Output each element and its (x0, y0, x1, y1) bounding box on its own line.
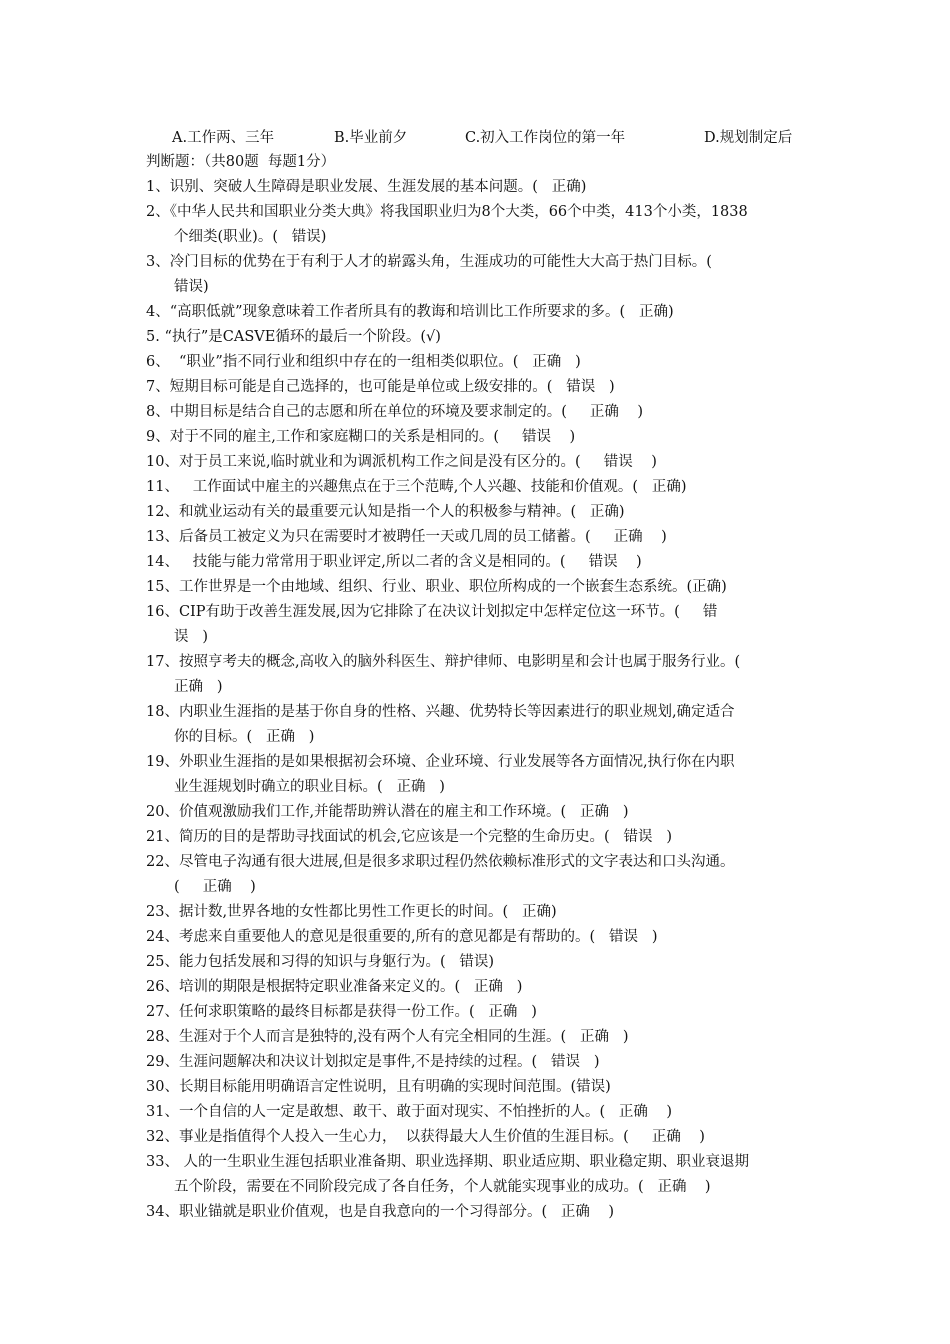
question-item (146, 1050, 826, 1075)
question-item (146, 250, 826, 300)
question-text-continuation: 你的目标。( 正确 ) (174, 729, 315, 745)
question-item (146, 1025, 826, 1050)
question-text: 26、培训的期限是根据特定职业准备来定义的。( 正确 ) (146, 979, 523, 995)
question-item (146, 1100, 826, 1125)
question-text: 3、冷门目标的优势在于有利于人才的崭露头角，生涯成功的可能性大大高于热门目标。( (146, 254, 712, 270)
question-text: 2、《中华人民共和国职业分类大典》将我国职业归为8个大类，66个中类，413个小类，1838 (146, 204, 748, 220)
question-item (146, 550, 826, 575)
question-item (146, 1150, 826, 1200)
question-item (146, 325, 826, 350)
question-item (146, 950, 826, 975)
question-item (146, 375, 826, 400)
question-text: 18、内职业生涯指的是基于你自身的性格、兴趣、优势特长等因素进行的职业规划,确定适合 (146, 704, 735, 720)
question-item (146, 1200, 826, 1225)
question-text-continuation: 错误) (174, 279, 209, 295)
question-text: 17、按照亨考夫的概念,高收入的脑外科医生、辩护律师、电影明星和会计也属于服务行业。( (146, 654, 741, 670)
option-b: B.毕业前夕 (334, 130, 408, 146)
question-text: 31、一个自信的人一定是敢想、敢干、敢于面对现实、不怕挫折的人。( 正确 ) (146, 1104, 673, 1120)
question-item (146, 175, 826, 200)
question-text: 9、对于不同的雇主,工作和家庭糊口的关系是相同的。( 错误 ) (146, 429, 576, 445)
question-item (146, 850, 826, 900)
question-item (146, 825, 826, 850)
question-text: 13、后备员工被定义为只在需要时才被聘任一天或几周的员工储蓄。( 正确 ) (146, 529, 667, 545)
question-text: 33、 人的一生职业生涯包括职业准备期、职业选择期、职业适应期、职业稳定期、职业衰退期 (146, 1154, 750, 1170)
question-text: 34、职业锚就是职业价值观，也是自我意向的一个习得部分。( 正确 ) (146, 1204, 615, 1220)
question-item (146, 300, 826, 325)
question-text: 21、简历的目的是帮助寻找面试的机会,它应该是一个完整的生命历史。( 错误 ) (146, 829, 673, 845)
question-text: 4、“高职低就”现象意味着工作者所具有的教诲和培训比工作所要求的多。( 正确) (146, 304, 674, 320)
question-item (146, 525, 826, 550)
question-text: 16、CIP有助于改善生涯发展,因为它排除了在决议计划拟定中怎样定位这一环节。( 错 (146, 604, 718, 620)
question-text: 1、识别、突破人生障碍是职业发展、生涯发展的基本问题。( 正确) (146, 179, 587, 195)
question-text: 8、中期目标是结合自己的志愿和所在单位的环境及要求制定的。( 正确 ) (146, 404, 644, 420)
question-text-continuation: 个细类(职业)。( 错误) (174, 229, 327, 245)
answer-options-row (146, 126, 826, 150)
question-text: 20、价值观激励我们工作,并能帮助辨认潜在的雇主和工作环境。( 正确 ) (146, 804, 629, 820)
question-text: 11、 工作面试中雇主的兴趣焦点在于三个范畴,个人兴趣、技能和价值观。( 正确) (146, 479, 687, 495)
question-text-continuation: 业生涯规划时确立的职业目标。( 正确 ) (174, 779, 445, 795)
option-a: A.工作两、三年 (172, 130, 275, 146)
question-text: 25、能力包括发展和习得的知识与身躯行为。( 错误) (146, 954, 495, 970)
question-item (146, 475, 826, 500)
question-item (146, 425, 826, 450)
question-text: 28、生涯对于个人而言是独特的,没有两个人有完全相同的生涯。( 正确 ) (146, 1029, 629, 1045)
question-item (146, 800, 826, 825)
question-text: 29、生涯问题解决和决议计划拟定是事件,不是持续的过程。( 错误 ) (146, 1054, 600, 1070)
option-c: C.初入工作岗位的第一年 (465, 130, 626, 146)
question-text: 7、短期目标可能是自己选择的，也可能是单位或上级安排的。( 错误 ) (146, 379, 615, 395)
question-item (146, 350, 826, 375)
question-text: 6、 “职业”指不同行业和组织中存在的一组相类似职位。( 正确 ) (146, 354, 581, 370)
question-item (146, 200, 826, 250)
question-item (146, 925, 826, 950)
question-text: 10、对于员工来说,临时就业和为调派机构工作之间是没有区分的。( 错误 ) (146, 454, 657, 470)
question-item (146, 1000, 826, 1025)
question-text: 19、外职业生涯指的是如果根据初会环境、企业环境、行业发展等各方面情况,执行你在内职 (146, 754, 735, 770)
question-item (146, 575, 826, 600)
question-text: 15、工作世界是一个由地域、组织、行业、职业、职位所构成的一个嵌套生态系统。(正确) (146, 579, 727, 595)
question-item (146, 400, 826, 425)
question-text-continuation: 误 ) (174, 629, 208, 645)
question-text-continuation: ( 正确 ) (174, 879, 256, 895)
question-text: 24、考虑来自重要他人的意见是很重要的,所有的意见都是有帮助的。( 错误 ) (146, 929, 658, 945)
question-item (146, 900, 826, 925)
question-item (146, 600, 826, 650)
question-text-continuation: 五个阶段，需要在不同阶段完成了各自任务，个人就能实现事业的成功。( 正确 ) (174, 1179, 711, 1195)
document-body (146, 126, 826, 1225)
question-item (146, 975, 826, 1000)
question-text: 12、和就业运动有关的最重要元认知是指一个人的积极参与精神。( 正确) (146, 504, 625, 520)
question-item (146, 1075, 826, 1100)
question-text: 22、尽管电子沟通有很大进展,但是很多求职过程仍然依赖标准形式的文字表达和口头沟通。 (146, 854, 735, 870)
section-header: 判断题：（共80题 每题1分） (146, 154, 336, 170)
question-list (146, 175, 826, 1225)
question-item (146, 650, 826, 700)
question-text: 32、事业是指值得个人投入一生心力， 以获得最大人生价值的生涯目标。( 正确 ) (146, 1129, 705, 1145)
question-text: 14、 技能与能力常常用于职业评定,所以二者的含义是相同的。( 错误 ) (146, 554, 642, 570)
question-text: 23、据计数,世界各地的女性都比男性工作更长的时间。( 正确) (146, 904, 557, 920)
question-item (146, 500, 826, 525)
question-text: 27、任何求职策略的最终目标都是获得一份工作。( 正确 ) (146, 1004, 537, 1020)
question-text: 5. “执行”是CASVE循环的最后一个阶段。(√) (146, 329, 441, 345)
question-text: 30、长期目标能用明确语言定性说明，且有明确的实现时间范围。(错误) (146, 1079, 611, 1095)
question-item (146, 700, 826, 750)
question-text-continuation: 正确 ) (174, 679, 223, 695)
question-item (146, 750, 826, 800)
question-item (146, 1125, 826, 1150)
question-item (146, 450, 826, 475)
option-d: D.规划制定后 (704, 130, 793, 146)
